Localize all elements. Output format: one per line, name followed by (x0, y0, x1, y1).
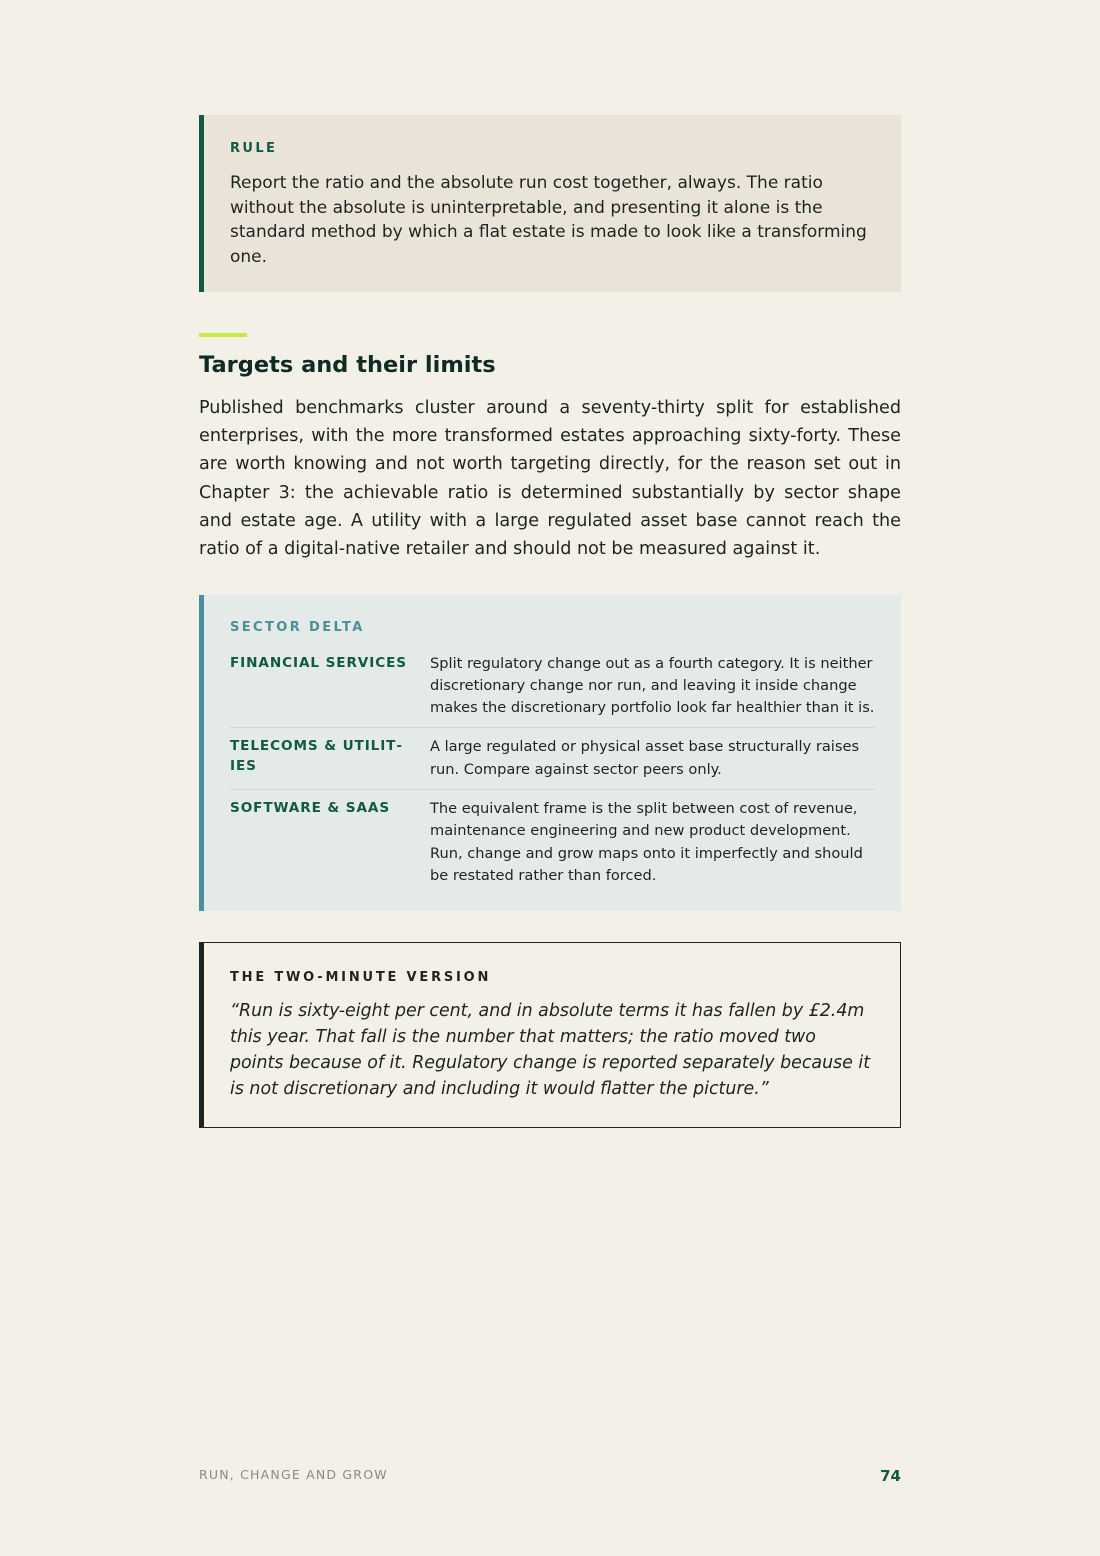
two-minute-callout (199, 942, 901, 1128)
running-title: RUN, CHANGE AND GROW (199, 1467, 388, 1482)
sector-row-software-saas (230, 790, 875, 887)
section-heading: Targets and their limits (199, 351, 496, 378)
two-minute-quote: “Run is sixty-eight per cent, and in absolute terms it has fallen by £2.4m this year. That fall is the number that matters; the ratio moved two points because of it. Regulatory change is reported separately because it is not discretionary and including it would flatter the picture.” (230, 1001, 871, 1100)
section-paragraph: Published benchmarks cluster around a seventy-thirty split for established enterprises, with the more transformed estates approaching sixty-forty. These are worth knowing and not worth targeting directly, for the reason set out in Chapter 3: the achievable ratio is determined substantially by sector shape and estate age. A utility with a large regulated asset base cannot reach the ratio of a digital-native retailer and should not be measured against it. (199, 397, 901, 560)
page-number: 74 (880, 1467, 901, 1485)
sector-delta-callout (199, 595, 901, 912)
sector-name: FINANCIAL SERVICES (230, 654, 407, 671)
sector-name: SOFTWARE & SAAS (230, 800, 391, 817)
sector-description: Split regulatory change out as a fourth category. It is neither discretionary change nor run, and leaving it inside change makes the discretionary portfolio look far healthier than it is. (430, 654, 875, 717)
rule-callout (199, 115, 901, 292)
sector-row-financial-services (230, 653, 875, 729)
sector-delta-kicker: SECTOR DELTA (230, 619, 365, 635)
sector-delta-table (230, 653, 875, 888)
page-content (199, 115, 901, 1128)
rule-kicker: RULE (230, 141, 278, 156)
two-minute-kicker: THE TWO-MINUTE VERSION (230, 970, 492, 986)
sector-description: The equivalent frame is the split between cost of revenue, maintenance engineering and new product development. Run, change and grow maps onto it imperfectly and should be restated rather than forced. (430, 800, 863, 884)
sector-description: A large regulated or physical asset base structurally raises run. Compare against sector peers only. (430, 738, 860, 778)
sector-row-telecoms-utilities (230, 728, 875, 790)
section-accent-line (199, 333, 247, 337)
rule-text: Report the ratio and the absolute run cost together, always. The ratio without the absolute is uninterpretable, and presenting it alone is the standard method by which a flat estate is made to look like a transforming one. (230, 173, 867, 268)
sector-name: TELECOMS & UTILITIES (230, 738, 402, 774)
